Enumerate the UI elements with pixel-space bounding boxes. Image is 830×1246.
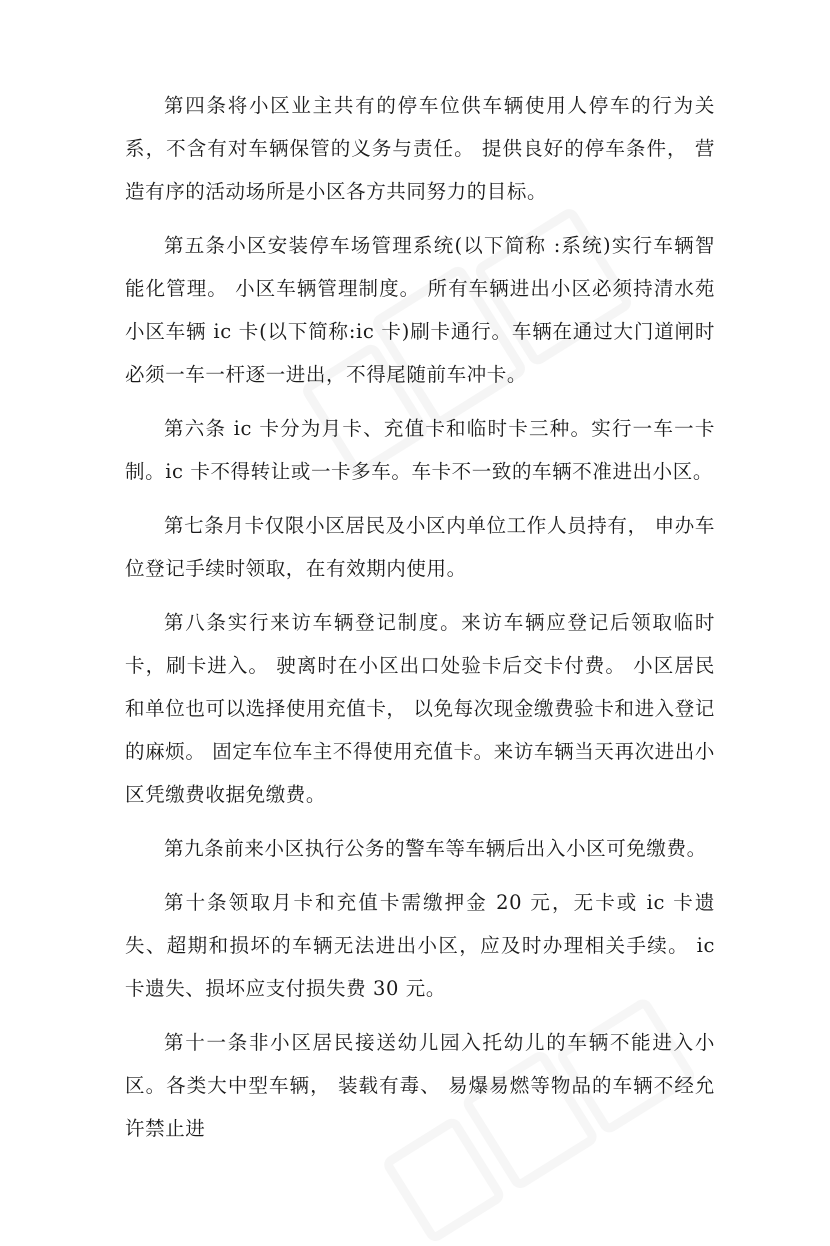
article-5-paragraph: 第五条小区安装停车场管理系统(以下简称 :系统)实行车辆智能化管理。 小区车辆管理制度。 所有车辆进出小区必须持清水苑小区车辆 ic 卡(以下简称:ic 卡)刷卡通行。车辆在通过大门道闸时必须一车一杆逐一进出，不得尾随前车冲卡。 bbox=[125, 234, 715, 386]
article-4-paragraph: 第四条将小区业主共有的停车位供车辆使用人停车的行为关系，不含有对车辆保管的义务与责任。 提供良好的停车条件， 营造有序的活动场所是小区各方共同努力的目标。 bbox=[125, 94, 715, 203]
article-10-paragraph: 第十条领取月卡和充值卡需缴押金 20 元，无卡或 ic 卡遗失、超期和损坏的车辆无法进出小区，应及时办理相关手续。 ic 卡遗失、损坏应支付损失费 30 元。 bbox=[125, 891, 715, 1000]
article-11-paragraph: 第十一条非小区居民接送幼儿园入托幼儿的车辆不能进入小区。各类大中型车辆， 装载有毒、 易爆易燃等物品的车辆不经允许禁止进 bbox=[125, 1031, 715, 1140]
document-body bbox=[125, 84, 715, 1161]
article-7-paragraph: 第七条月卡仅限小区居民及小区内单位工作人员持有， 申办车位登记手续时领取，在有效期内使用。 bbox=[125, 514, 715, 580]
article-6-paragraph: 第六条 ic 卡分为月卡、充值卡和临时卡三种。实行一车一卡制。ic 卡不得转让或一卡多车。车卡不一致的车辆不准进出小区。 bbox=[125, 417, 715, 483]
article-9-paragraph: 第九条前来小区执行公务的警车等车辆后出入小区可免缴费。 bbox=[164, 837, 707, 860]
article-8-paragraph: 第八条实行来访车辆登记制度。来访车辆应登记后领取临时卡，刷卡进入。 驶离时在小区出口处验卡后交卡付费。 小区居民和单位也可以选择使用充值卡， 以免每次现金缴费验卡和进入登记的麻烦。 固定车位车主不得使用充值卡。来访车辆当天再次进出小区凭缴费收据免缴费。 bbox=[125, 611, 715, 806]
